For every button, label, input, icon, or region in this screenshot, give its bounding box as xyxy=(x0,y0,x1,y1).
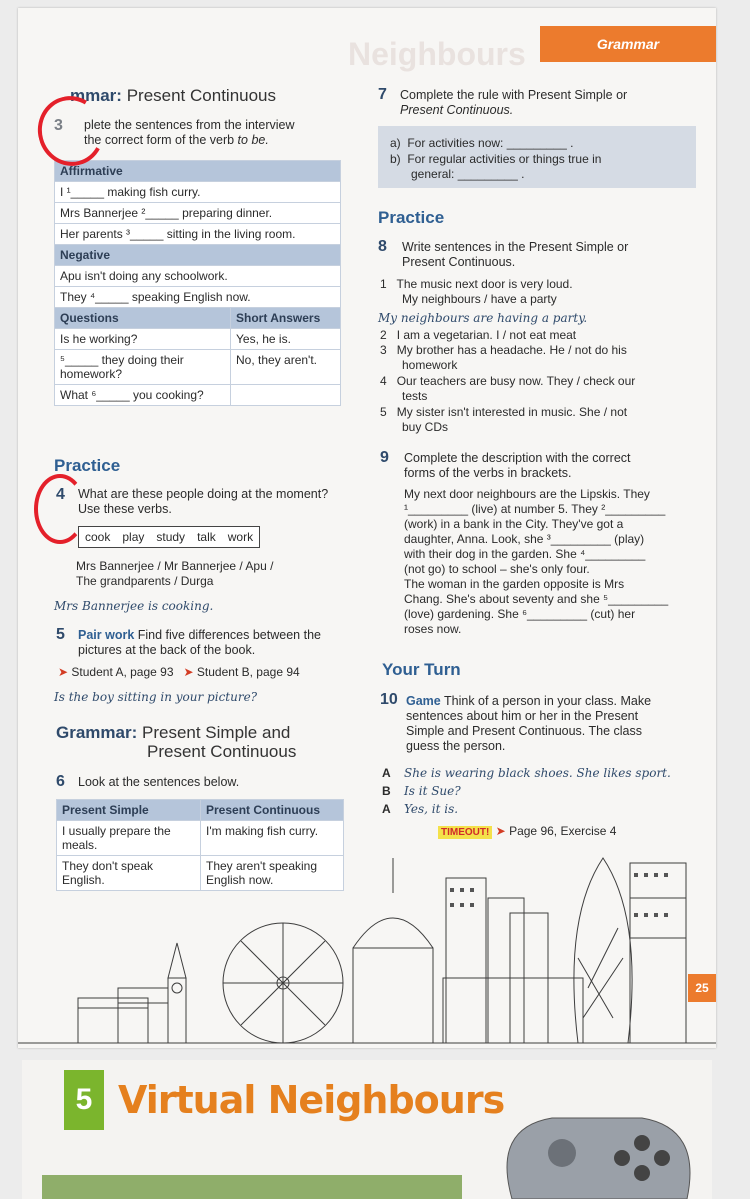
exercise-5-example: Is the boy sitting in your picture? xyxy=(54,690,258,704)
table-cell: I usually prepare the meals. xyxy=(57,821,201,856)
exercise-9-instruction: Complete the description with the correct forms of the verbs in brackets. xyxy=(404,451,631,480)
next-page-preview xyxy=(22,1060,712,1199)
table-cell: Is he working? xyxy=(55,329,231,350)
table-row: They ⁴_____ speaking English now. xyxy=(55,287,341,308)
affirmative-header: Affirmative xyxy=(55,161,341,182)
london-skyline-illustration xyxy=(18,838,716,1048)
grammar-table-1 xyxy=(54,160,341,406)
table-cell: Yes, he is. xyxy=(231,329,341,350)
exercise-8-item-1: 1 The music next door is very loud. My neighbours / have a party xyxy=(380,277,573,306)
exercise-4-example: Mrs Bannerjee is cooking. xyxy=(54,599,214,613)
table-cell: No, they aren't. xyxy=(231,350,341,385)
verb-word-box xyxy=(78,526,260,548)
word: work xyxy=(227,530,254,544)
textbook-page xyxy=(18,8,716,1048)
grammar-heading-2: Grammar: Present Simple and Present Continuous xyxy=(56,723,297,761)
table-cell xyxy=(231,385,341,406)
word: study xyxy=(156,530,186,544)
page-number: 25 xyxy=(688,974,716,1002)
exercise-8-item-3: 3 My brother has a headache. He / not do his homework xyxy=(380,343,627,372)
exercise-6-number: 6 xyxy=(56,773,65,790)
exercise-6-instruction: Look at the sentences below. xyxy=(78,775,240,789)
exercise-10-dialog: A She is wearing black shoes. She likes sport. B Is it Sue? A Yes, it is. xyxy=(382,766,671,816)
table-cell: What ⁶_____ you cooking? xyxy=(55,385,231,406)
photo-strip xyxy=(42,1175,462,1199)
arrow-icon: ➤ xyxy=(183,665,194,679)
rule-b: b) For regular activities or things true in general: _________ . xyxy=(390,152,602,181)
present-simple-header: Present Simple xyxy=(57,800,201,821)
exercise-4-number: 4 xyxy=(56,486,65,503)
faded-title: Neighbours xyxy=(348,36,526,72)
unit-title: Virtual Neighbours xyxy=(118,1078,505,1122)
your-turn-heading: Your Turn xyxy=(382,660,461,679)
table-row: Mrs Bannerjee ²_____ preparing dinner. xyxy=(55,203,341,224)
word: play xyxy=(122,530,145,544)
table-row: Her parents ³_____ sitting in the living room. xyxy=(55,224,341,245)
practice-heading-left: Practice xyxy=(54,456,121,475)
arrow-icon: ➤ xyxy=(58,665,69,679)
table-row: I ¹_____ making fish curry. xyxy=(55,182,341,203)
table-cell: ⁵_____ they doing their homework? xyxy=(55,350,231,385)
exercise-9-text: My next door neighbours are the Lipskis. They ¹_________ (live) at number 5. They ²_________ (work) in a bank in the City. They've got a daughter, Anna. Look, she ³_________ (play) with their dog in the garden. She ⁴_________ (not go) to school – she's only four. The woman in the garden opposite is Mrs Chang. She's about seventy and she ⁵_________ (love) gardening. She ⁶_________ (cut) her roses now. xyxy=(404,487,669,636)
exercise-8-instruction: Write sentences in the Present Simple or Present Continuous. xyxy=(402,240,629,269)
exercise-4-instruction: What are these people doing at the moment? Use these verbs. xyxy=(78,487,329,516)
questions-header: Questions xyxy=(55,308,231,329)
exercise-7-instruction: Complete the rule with Present Simple or Present Continuous. xyxy=(400,88,628,117)
exercise-9-number: 9 xyxy=(380,449,389,466)
table-cell: They don't speak English. xyxy=(57,856,201,891)
annotation-circle-exercise-4 xyxy=(34,474,86,544)
exercise-8-item-4: 4 Our teachers are busy now. They / check our tests xyxy=(380,374,636,403)
negative-header: Negative xyxy=(55,245,341,266)
exercise-10-instruction: Game Think of a person in your class. Make sentences about him or her in the Present Simple and Present Continuous. The class guess the person. xyxy=(406,694,652,753)
unit-number: 5 xyxy=(64,1070,104,1130)
exercise-8-item-2: 2 I am a vegetarian. I / not eat meat xyxy=(380,328,577,342)
exercise-5-number: 5 xyxy=(56,626,65,643)
word: cook xyxy=(85,530,111,544)
present-continuous-header: Present Continuous xyxy=(201,800,344,821)
exercise-8-example: My neighbours are having a party. xyxy=(378,311,588,325)
rule-a: a) For activities now: _________ . xyxy=(390,136,574,150)
exercise-3-number: 3 xyxy=(54,117,63,134)
exercise-5-instruction: Pair work Find five differences between the pictures at the back of the book. xyxy=(78,628,321,657)
grammar-banner: Grammar xyxy=(540,26,716,62)
short-answers-header: Short Answers xyxy=(231,308,341,329)
word: talk xyxy=(197,530,216,544)
exercise-8-item-5: 5 My sister isn't interested in music. She / not buy CDs xyxy=(380,405,628,434)
exercise-8-number: 8 xyxy=(378,238,387,255)
exercise-4-names: Mrs Bannerjee / Mr Bannerjee / Apu / The grandparents / Durga xyxy=(76,559,274,588)
game-controller-icon xyxy=(492,1088,707,1199)
student-references: ➤ Student A, page 93 ➤ Student B, page 94 xyxy=(58,665,300,679)
table-row: Apu isn't doing any schoolwork. xyxy=(55,266,341,287)
arrow-icon: ➤ xyxy=(495,824,506,838)
practice-heading-right: Practice xyxy=(378,208,445,227)
exercise-10-number: 10 xyxy=(380,691,398,708)
timeout-badge: TIMEOUT! xyxy=(438,826,492,839)
exercise-3-instruction: plete the sentences from the interview the correct form of the verb to be. xyxy=(84,118,295,147)
exercise-7-number: 7 xyxy=(378,86,387,103)
table-cell: They aren't speaking English now. xyxy=(201,856,344,891)
timeout-reference: TIMEOUT! ➤ Page 96, Exercise 4 xyxy=(438,824,616,840)
table-cell: I'm making fish curry. xyxy=(201,821,344,856)
grammar-heading-1: mmar: Present Continuous xyxy=(70,86,277,105)
